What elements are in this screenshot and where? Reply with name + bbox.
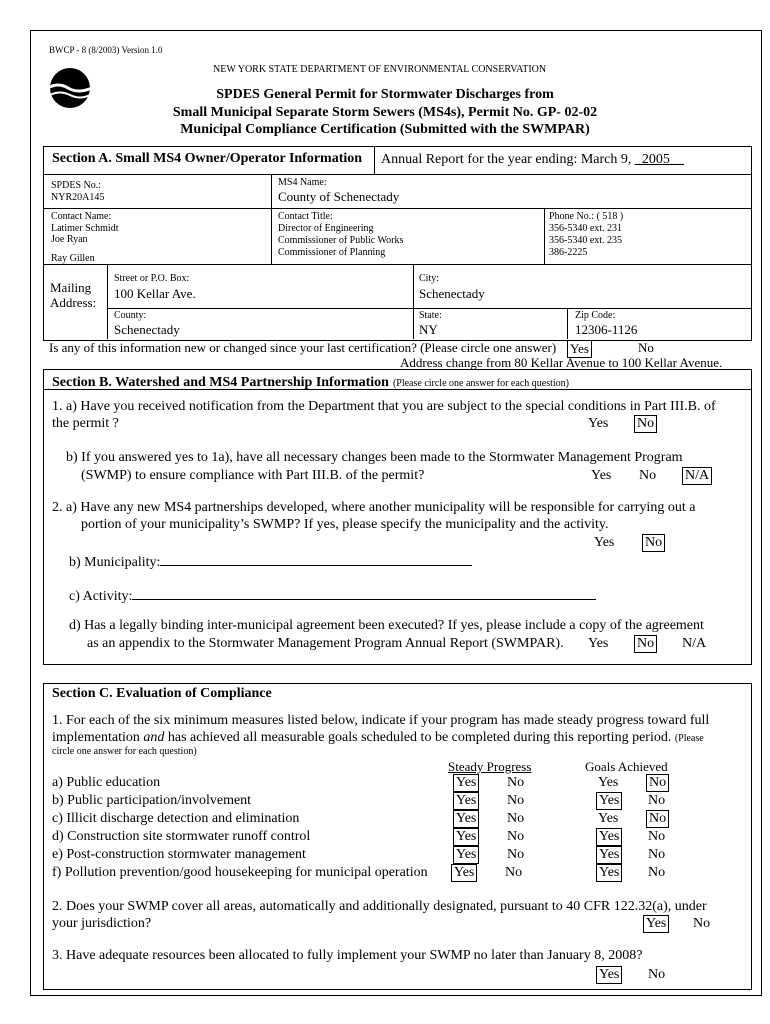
c-q2-no[interactable]: No <box>693 916 711 931</box>
measure-e-label: e) Post-construction stormwater management <box>52 847 306 862</box>
measure-f-ga-no[interactable]: No <box>648 865 666 880</box>
c-q2-yes[interactable]: Yes <box>643 915 669 933</box>
c-q1-note: circle one answer for each question) <box>52 746 197 757</box>
annual-year: _2005__ <box>634 152 684 167</box>
contact-1: Latimer Schmidt <box>51 223 119 234</box>
info-changed-yes[interactable]: Yes <box>567 340 592 358</box>
measure-e-ga-yes[interactable]: Yes <box>596 846 622 864</box>
mailing-label-2: Address: <box>50 295 97 310</box>
measure-a-ga-no[interactable]: No <box>646 774 669 792</box>
q2d-text-2: as an appendix to the Stormwater Management Program Annual Report (SWMPAR). <box>87 636 564 651</box>
info-changed-no[interactable]: No <box>638 340 654 355</box>
measure-d-sp-yes[interactable]: Yes <box>453 828 479 846</box>
contact-2: Joe Ryan <box>51 234 88 245</box>
measure-c-ga-yes[interactable]: Yes <box>598 811 619 826</box>
q1b-text-2: (SWMP) to ensure compliance with Part III.B. of the permit? <box>81 468 425 483</box>
city-value: Schenectady <box>419 286 485 301</box>
measure-c-sp-no[interactable]: No <box>507 811 525 826</box>
activity-field[interactable] <box>132 586 596 600</box>
q1b-yes[interactable]: Yes <box>591 468 612 483</box>
spdes-value: NYR20A145 <box>51 192 105 203</box>
measure-a-sp-yes[interactable]: Yes <box>453 774 479 792</box>
contact-3: Ray Gillen <box>51 253 95 264</box>
q1a-no[interactable]: No <box>634 415 657 433</box>
measure-b-sp-no[interactable]: No <box>507 793 525 808</box>
state-label: State: <box>419 310 442 321</box>
measure-b-ga-yes[interactable]: Yes <box>596 792 622 810</box>
q1b-na[interactable]: N/A <box>682 467 712 485</box>
title-line-3: Municipal Compliance Certification (Submitted with the SWMPAR) <box>180 122 590 137</box>
measure-a-ga-yes[interactable]: Yes <box>598 775 619 790</box>
q2a-text-2: portion of your municipality’s SWMP? If yes, please specify the municipality and the activity. <box>81 517 609 532</box>
zip-label: Zip Code: <box>575 310 616 321</box>
measure-b-sp-yes[interactable]: Yes <box>453 792 479 810</box>
section-b-heading: Section B. Watershed and MS4 Partnership Information (Please circle one answer for each question) <box>52 375 569 390</box>
c-q1-text-1: 1. For each of the six minimum measures listed below, indicate if your program has made steady progress toward full <box>52 713 710 728</box>
measure-f-sp-no[interactable]: No <box>505 865 523 880</box>
phone-1: 356-5340 ext. 231 <box>549 223 623 234</box>
county-value: Schenectady <box>114 322 180 337</box>
street-label: Street or P.O. Box: <box>114 273 190 284</box>
county-label: County: <box>114 310 147 321</box>
city-label: City: <box>419 273 440 284</box>
c-q2-text-1: 2. Does your SWMP cover all areas, automatically and additionally designated, pursuant to 40 CFR 122.32(a), under <box>52 899 707 914</box>
title-line-1: SPDES General Permit for Stormwater Discharges from <box>216 87 554 102</box>
measure-e-sp-no[interactable]: No <box>507 847 525 862</box>
q2d-yes[interactable]: Yes <box>588 636 609 651</box>
c-q3-yes[interactable]: Yes <box>596 966 622 984</box>
measure-a-sp-no[interactable]: No <box>507 775 525 790</box>
state-value: NY <box>419 322 438 337</box>
title-line-2: Small Municipal Separate Storm Sewers (MS4s), Permit No. GP- 02-02 <box>172 105 598 120</box>
q1a-text-2: the permit ? <box>52 416 119 431</box>
measure-d-label: d) Construction site stormwater runoff control <box>52 829 311 844</box>
measure-d-ga-yes[interactable]: Yes <box>596 828 622 846</box>
q2a-yes[interactable]: Yes <box>594 535 615 550</box>
section-a-heading: Section A. Small MS4 Owner/Operator Information <box>52 151 363 166</box>
info-changed-question: Is any of this information new or changed since your last certification? (Please circle one answer) <box>49 340 557 355</box>
measure-f-ga-yes[interactable]: Yes <box>596 864 622 882</box>
measure-b-ga-no[interactable]: No <box>648 793 666 808</box>
contact-label: Contact Name: <box>51 211 112 222</box>
measure-a-label: a) Public education <box>52 775 161 790</box>
measure-e-sp-yes[interactable]: Yes <box>453 846 479 864</box>
measure-d-sp-no[interactable]: No <box>507 829 525 844</box>
measure-b-label: b) Public participation/involvement <box>52 793 252 808</box>
spdes-label: SPDES No.: <box>51 180 102 191</box>
q1b-text-1: b) If you answered yes to 1a), have all necessary changes been made to the Stormwater Management Program <box>66 450 683 465</box>
section-c-heading: Section C. Evaluation of Compliance <box>52 686 272 701</box>
address-change-note: Address change from 80 Kellar Avenue to 100 Kellar Avenue. <box>400 355 723 370</box>
col-steady-progress: Steady Progress <box>448 759 532 774</box>
measure-c-ga-no[interactable]: No <box>646 810 669 828</box>
mailing-label-1: Mailing <box>50 280 92 295</box>
measure-e-ga-no[interactable]: No <box>648 847 666 862</box>
q2d-na[interactable]: N/A <box>682 636 707 651</box>
q1b-no[interactable]: No <box>639 468 657 483</box>
col-goals-achieved: Goals Achieved <box>585 759 668 774</box>
q2d-no[interactable]: No <box>634 635 657 653</box>
title-1: Director of Engineering <box>278 223 374 234</box>
c-q3-no[interactable]: No <box>648 967 666 982</box>
measure-f-sp-yes[interactable]: Yes <box>451 864 477 882</box>
measure-d-ga-no[interactable]: No <box>648 829 666 844</box>
measure-c-sp-yes[interactable]: Yes <box>453 810 479 828</box>
c-q1-text-2: implementation and has achieved all measurable goals scheduled to be completed during this reporting period. (Please <box>52 730 704 745</box>
phone-3: 386-2225 <box>549 247 588 258</box>
q2a-text-1: 2. a) Have any new MS4 partnerships developed, where another municipality will be responsible for carrying out a <box>52 500 696 515</box>
q1a-yes[interactable]: Yes <box>588 416 609 431</box>
q2b-municipality: b) Municipality: <box>69 552 472 571</box>
agency-name: NEW YORK STATE DEPARTMENT OF ENVIRONMENTAL CONSERVATION <box>213 64 547 75</box>
title-3: Commissioner of Planning <box>278 247 386 258</box>
phone-2: 356-5340 ext. 235 <box>549 235 623 246</box>
zip-value: 12306-1126 <box>575 322 638 337</box>
q2c-activity: c) Activity: <box>69 586 596 605</box>
phone-label: Phone No.: ( 518 ) <box>549 211 624 222</box>
c-q2-text-2: your jurisdiction? <box>52 916 152 931</box>
measure-c-label: c) Illicit discharge detection and elimination <box>52 811 300 826</box>
title-label: Contact Title: <box>278 211 333 222</box>
street-value: 100 Kellar Ave. <box>114 286 196 301</box>
annual-report-label: Annual Report for the year ending: March 9, _2005__ <box>381 152 684 167</box>
q2a-no[interactable]: No <box>642 534 665 552</box>
c-q3-text: 3. Have adequate resources been allocated to fully implement your SWMP no later than January 8, 2008? <box>52 948 643 963</box>
ms4-value: County of Schenectady <box>278 189 400 204</box>
municipality-field[interactable] <box>160 552 472 566</box>
measure-f-label: f) Pollution prevention/good housekeeping for municipal operation <box>52 865 428 880</box>
title-2: Commissioner of Public Works <box>278 235 404 246</box>
form-id: BWCP - 8 (8/2003) Version 1.0 <box>49 45 163 55</box>
ms4-label: MS4 Name: <box>278 177 327 188</box>
q1a-text-1: 1. a) Have you received notification from the Department that you are subject to the special conditions in Part III.B. of <box>52 399 716 414</box>
q2d-text-1: d) Has a legally binding inter-municipal agreement been executed? If yes, please include a copy of the agreement <box>69 618 704 633</box>
